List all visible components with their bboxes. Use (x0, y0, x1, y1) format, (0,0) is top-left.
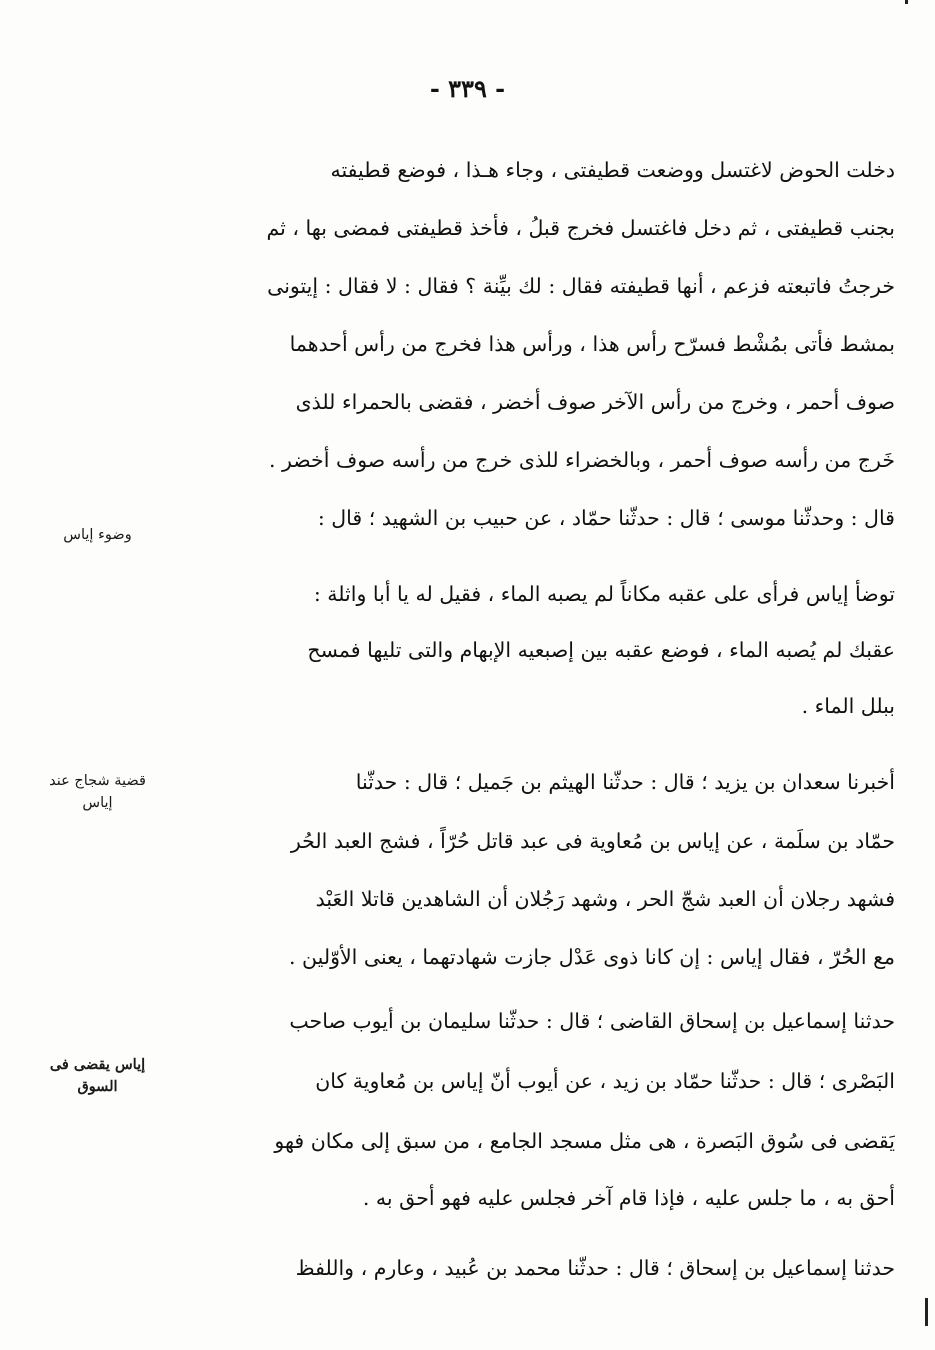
margin-note-line: قضية شجاج عند (49, 773, 146, 789)
text-line: قال : وحدثّنا موسى ؛ قال : حدثّنا حمّاد ، عن حبيب بن الشهيد ؛ قال : (317, 506, 895, 530)
scan-artifact (905, 0, 908, 4)
margin-note-line: وضوء إياس (63, 527, 132, 543)
text-line: فشهد رجلان أن العبد شجّ الحر ، وشهد رَجُلان أن الشاهدين قاتلا العَبْد (315, 887, 895, 911)
margin-note-line: السوق (77, 1078, 118, 1095)
text-line: عقبك لم يُصبه الماء ، فوضع عقبه بين إصبعيه الإبهام والتى تليها فمسح (307, 638, 895, 662)
text-line: حمّاد بن سلَمة ، عن إياس بن مُعاوية فى عبد قاتل حُرّاً ، فشج العبد الحُر (290, 829, 895, 853)
text-line: يَقضى فى سُوق البَصرة ، هى مثل مسجد الجامع ، من سبق إلى مكان فهو (274, 1129, 895, 1153)
text-line: خَرج من رأسه صوف أحمر ، وبالخضراء للذى خرج من رأسه صوف أخضر . (268, 448, 895, 472)
text-line: أحق به ، ما جلس عليه ، فإذا قام آخر فجلس عليه فهو أحق به . (362, 1186, 895, 1210)
text-line: توضأ إياس فرأى على عقبه مكاناً لم يصبه الماء ، فقيل له يا أبا واثلة : (313, 582, 895, 606)
text-line: حدثنا إسماعيل بن إسحاق ؛ قال : حدثّنا محمد بن عُبيد ، وعارم ، واللفظ (295, 1256, 895, 1280)
margin-note (30, 1054, 165, 1098)
margin-note-line: إياس (82, 795, 113, 811)
margin-note-line: إياس يقضى فى (49, 1056, 146, 1073)
text-line: بجنب قطيفتى ، ثم دخل فاغتسل فخرج قبلُ ، فأخذ قطيفتى فمضى بها ، ثم (266, 216, 895, 240)
text-line: دخلت الحوض لاغتسل ووضعت قطيفتى ، وجاء هـذا ، فوضع قطيفته (330, 158, 895, 182)
text-line: خرجتُ فاتبعته فزعم ، أنها قطيفته فقال : لك بيِّنة ؟ فقال : لا فقال : إيتونى (267, 274, 895, 298)
scan-artifact (925, 1298, 928, 1326)
text-line: مع الحُرّ ، فقال إياس : إن كانا ذوى عَدْل جازت شهادتهما ، يعنى الأوّلين . (289, 945, 895, 969)
text-line: بمشط فأتى بمُشْط فسرّح رأس هذا ، ورأس هذا فخرج من رأس أحدهما (289, 332, 895, 356)
text-line: ببلل الماء . (801, 694, 895, 718)
margin-note (30, 524, 165, 546)
text-line: أخبرنا سعدان بن يزيد ؛ قال : حدثّنا الهيثم بن جَميل ؛ قال : حدثّنا (355, 770, 895, 794)
page-number: - ٣٣٩ - (429, 74, 506, 103)
text-line: صوف أحمر ، وخرج من رأس الآخر صوف أخضر ، فقضى بالحمراء للذى (295, 390, 895, 414)
text-line: حدثنا إسماعيل بن إسحاق القاضى ؛ قال : حدثّنا سليمان بن أيوب صاحب (289, 1009, 895, 1033)
margin-note (30, 770, 165, 814)
text-line: البَصْرى ؛ قال : حدثّنا حمّاد بن زيد ، عن أيوب أنّ إياس بن مُعاوية كان (315, 1069, 895, 1093)
